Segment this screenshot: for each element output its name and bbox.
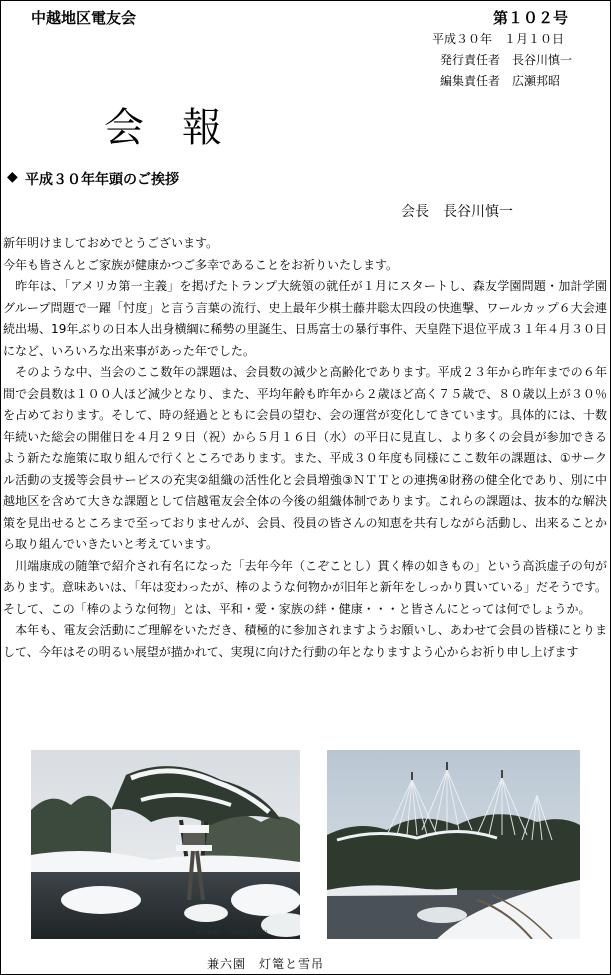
issue-date: 平成３０年 １月１０日 xyxy=(432,32,565,46)
photo-yukitsuri xyxy=(327,750,580,939)
lantern-photo-image xyxy=(31,750,300,939)
paragraph: そのような中、当会のここ数年の課題は、会員数の減少と高齢化であります。平成２３年から昨年までの６年間で会員数は１００人ほど減少となり、また、平均年齢も昨年から２歳ほど高く７５歳で、８０歳以上が３０％を占めております。そして、時の経過とともに会員の望む、会の運営が変化してきています。具体的には、十数年続いた総会の開催日を４月２９日（祝）から５月１６日（水）の平日に見直し、より多くの会員が参加できるよう新たな施策に取り組んで行くところであります。また、平成３０年度も同様にここ数年の課題は、①サークル活動の支援等会員サービスの充実②組織の活性化と会員増強③ＮＴＴとの連携④財務の健全化であり、別に中越地区を含めて大きな課題として信越電友会全体の今後の組織体制であります。これらの課題は、抜本的な解決策を見出せるところまで至っておりませんが、会員、役員の皆さんの知恵を共有しながら活動し、出来ることから取り組んでいきたいと考えています。 xyxy=(3,365,607,551)
newsletter-title: 会報 xyxy=(104,105,260,151)
issue-number: 第１０２号 xyxy=(493,9,569,27)
article-body xyxy=(3,233,607,663)
photo-date-stamp: 兼六園(撮影 平成22年2月6日) xyxy=(196,930,268,936)
section-title: 平成３０年年頭のご挨拶 xyxy=(25,172,179,188)
diamond-icon: ◆ xyxy=(7,169,18,185)
photo-caption: 兼六園 灯篭と雪吊 xyxy=(207,957,325,971)
yukitsuri-photo-image xyxy=(327,750,580,939)
paragraph: 本年も、電友会活動にご理解をいただき、積極的に参加されますようお願いし、あわせて会員の皆様にとりまして、今年はその明るい展望が描かれて、実現に向けた行動の年となりますよう心からお祈り申し上げます xyxy=(3,623,607,659)
paragraph: 新年明けましておめでとうございます。 xyxy=(3,236,219,250)
paragraph: 今年も皆さんとご家族が健康かつご多幸であることをお祈りいたします。 xyxy=(3,257,399,272)
section-author: 会長 長谷川慎一 xyxy=(401,204,513,220)
paragraph: 昨年は、「アメリカ第一主義」を掲げたトランプ大統領の就任が１月にスタートし、森友学園問題・加計学園グループ問題で一躍「忖度」と言う言葉の流行、史上最年少棋士藤井聡太四段の快進撃、ワールカップ６大会連続出場、19年ぶりの日本人出身横綱に稀勢の里誕生、日馬富士の暴行事件、天皇陛下退位平成３１年４月３０日になど、いろいろな出来事があった年でした。 xyxy=(3,279,607,358)
paragraph: 川端康成の随筆で紹介され有名になった「去年今年（こぞことし）貫く棒の如きもの」という高浜虚子の句があります。意味あいは、「年は変わったが、棒のような何物かが旧年と新年をしっかり貫いている」だそうです。そして、この「棒のような何物」とは、平和・愛・家族の絆・健康・・・と皆さんにとっては何でしょうか。 xyxy=(3,558,607,616)
photo-lantern xyxy=(31,750,300,939)
editor-line: 編集責任者 広瀬邦昭 xyxy=(440,74,561,88)
organization-name: 中越地区電友会 xyxy=(31,9,137,27)
publisher-line: 発行責任者 長谷川慎一 xyxy=(440,53,573,67)
